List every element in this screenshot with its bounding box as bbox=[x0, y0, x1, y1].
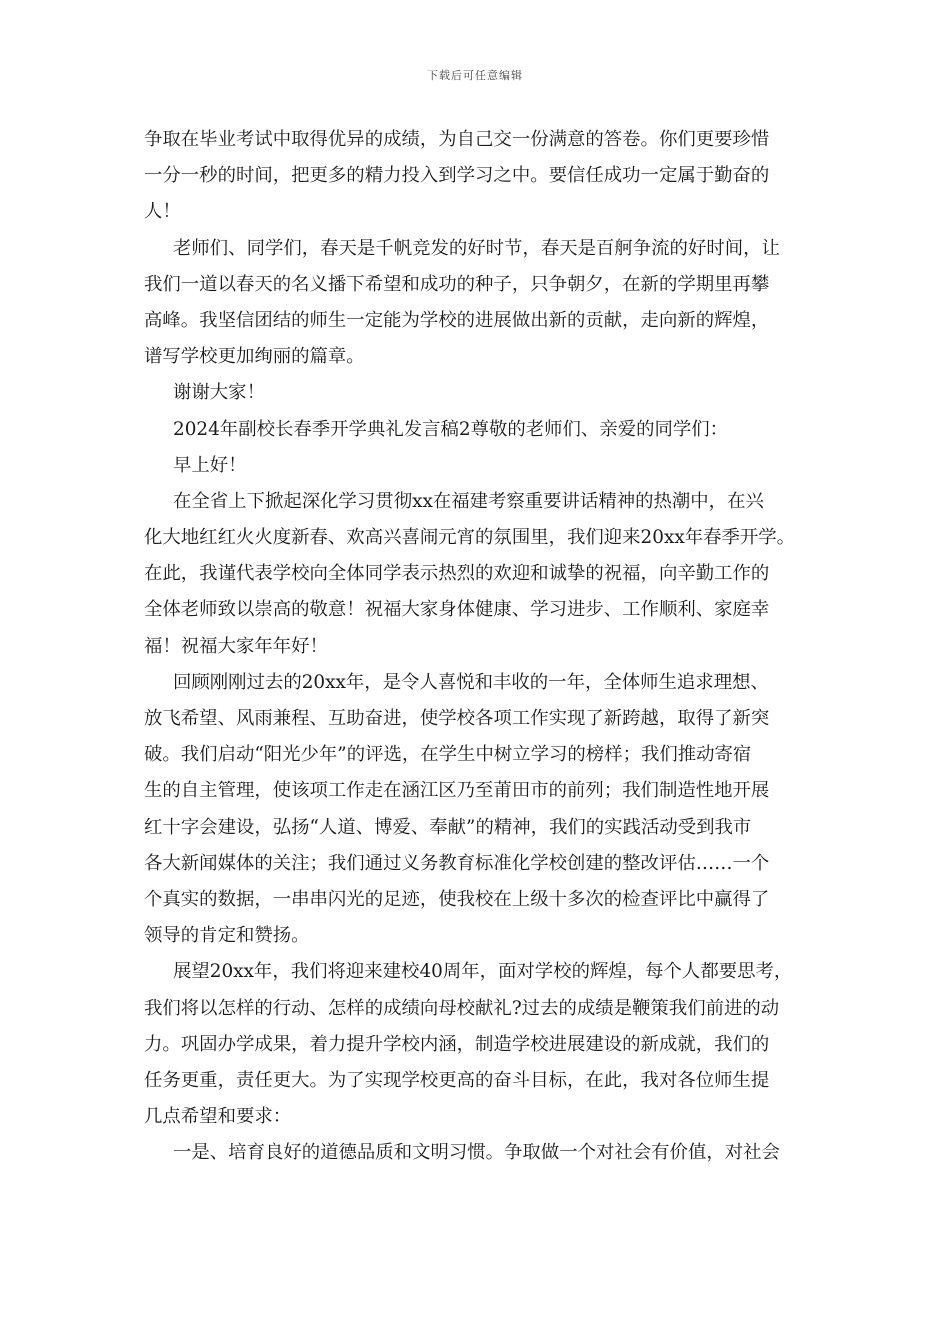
text-line: 我们一道以春天的名义播下希望和成功的种子，只争朝夕，在新的学期里再攀 bbox=[144, 273, 770, 295]
section-title-line: 2024年副校长春季开学典礼发言稿2尊敬的老师们、亲爱的同学们： bbox=[173, 418, 729, 440]
text-line: 全体老师致以崇高的敬意！祝福大家身体健康、学习进步、工作顺利、家庭幸 bbox=[144, 599, 770, 621]
text-line: 谱写学校更加绚丽的篇章。 bbox=[144, 346, 365, 368]
text-line: 在此，我谨代表学校向全体同学表示热烈的欢迎和诚挚的祝福，向辛勤工作的 bbox=[144, 563, 770, 585]
text-line: 红十字会建设，弘扬“人道、博爱、奉献”的精神，我们的实践活动受到我市 bbox=[144, 816, 752, 838]
text-line: 展望20xx年，我们将迎来建校40周年，面对学校的辉煌，每个人都要思考， bbox=[173, 961, 793, 983]
text-line: 谢谢大家！ bbox=[173, 382, 265, 404]
text-line: 任务更重，责任更大。为了实现学校更高的奋斗目标，在此，我对各位师生提 bbox=[144, 1069, 770, 1091]
text-line: 破。我们启动“阳光少年”的评选，在学生中树立学习的榜样；我们推动寄宿 bbox=[144, 744, 752, 766]
text-line: 争取在毕业考试中取得优异的成绩，为自己交一份满意的答卷。你们更要珍惜 bbox=[144, 129, 770, 150]
text-line: 在全省上下掀起深化学习贯彻xx在福建考察重要讲话精神的热潮中，在兴 bbox=[173, 490, 764, 512]
text-line: 力。巩固办学成果，着力提升学校内涵，制造学校进展建设的新成就，我们的 bbox=[144, 1033, 770, 1055]
text-line: 生的自主管理，使该项工作走在涵江区乃至莆田市的前列；我们制造性地开展 bbox=[144, 780, 770, 802]
text-line: 领导的肯定和赞扬。 bbox=[144, 925, 310, 947]
text-line: 个真实的数据，一串串闪光的足迹，使我校在上级十多次的检查评比中赢得了 bbox=[144, 888, 770, 910]
text-line: 化大地红红火火度新春、欢高兴喜闹元宵的氛围里，我们迎来20xx年春季开学。 bbox=[144, 527, 796, 549]
text-line: 回顾刚刚过去的20xx年，是令人喜悦和丰收的一年，全体师生追求理想、 bbox=[173, 671, 769, 693]
text-line: 放飞希望、风雨兼程、互助奋进，使学校各项工作实现了新跨越，取得了新突 bbox=[144, 708, 770, 729]
text-line: 老师们、同学们，春天是千帆竞发的好时节，春天是百舸争流的好时间，让 bbox=[173, 237, 780, 259]
text-line: 早上好！ bbox=[173, 454, 247, 476]
document-body bbox=[144, 122, 814, 1171]
text-line: 各大新闻媒体的关注；我们通过义务教育标准化学校创建的整改评估……一个 bbox=[144, 852, 770, 874]
page-header-note: 下载后可任意编辑 bbox=[427, 69, 523, 82]
text-line: 几点希望和要求： bbox=[144, 1106, 292, 1128]
text-line: 一分一秒的时间，把更多的精力投入到学习之中。要信任成功一定属于勤奋的 bbox=[144, 165, 770, 187]
text-line: 人！ bbox=[144, 201, 181, 223]
text-line: 一是、培育良好的道德品质和文明习惯。争取做一个对社会有价值，对社会 bbox=[173, 1142, 780, 1164]
text-line: 我们将以怎样的行动、怎样的成绩向母校献礼?过去的成绩是鞭策我们前进的动 bbox=[144, 997, 780, 1019]
text-line: 福！祝福大家年年好！ bbox=[144, 635, 328, 657]
text-line: 高峰。我坚信团结的师生一定能为学校的进展做出新的贡献，走向新的辉煌， bbox=[144, 309, 770, 331]
